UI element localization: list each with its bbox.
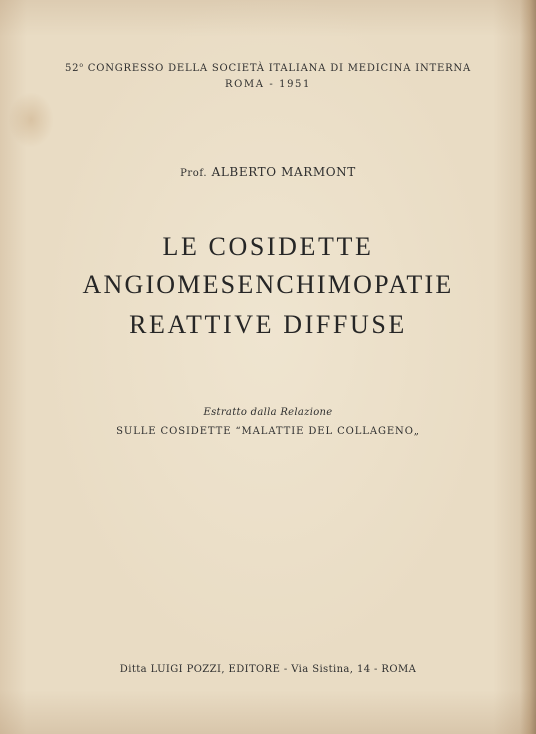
title-line-1: LE COSIDETTE [162, 232, 374, 261]
title-line-2: ANGIOMESENCHIMOPATIE [82, 270, 454, 299]
congress-ordinal: 52 [65, 63, 80, 74]
congress-ordinal-suffix: o [79, 62, 84, 69]
publisher-line: Ditta LUIGI POZZI, EDITORE - Via Sistina, 14 - ROMA [119, 664, 417, 675]
extract-label: Estratto dalla Relazione [203, 407, 333, 418]
congress-city-year: ROMA - 1951 [225, 79, 311, 90]
author-name: ALBERTO MARMONT [211, 165, 356, 179]
report-title: SULLE COSIDETTE “MALATTIE DEL COLLAGENO„ [116, 426, 420, 437]
title-line-3: REATTIVE DIFFUSE [129, 310, 407, 339]
author-line [0, 165, 536, 179]
congress-name: CONGRESSO DELLA SOCIETÀ ITALIANA DI MEDICINA INTERNA [87, 63, 471, 74]
paper-stain [8, 92, 54, 148]
congress-heading [0, 62, 536, 74]
page-edge [520, 0, 536, 734]
author-prefix: Prof. [180, 168, 208, 179]
